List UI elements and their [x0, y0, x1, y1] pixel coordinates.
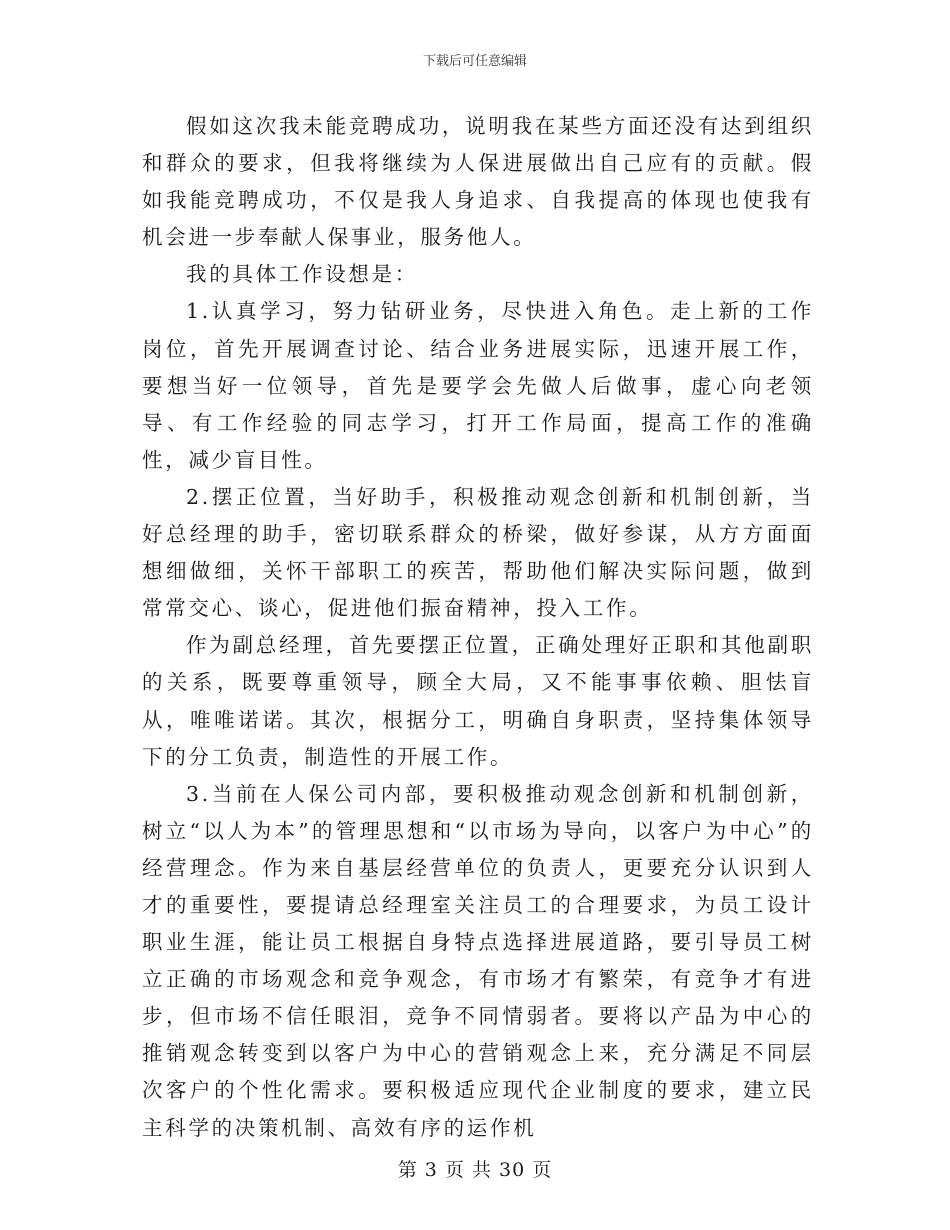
- page-footer: [0, 1155, 950, 1182]
- footer-page-mid: 页: [444, 1159, 465, 1181]
- paragraph-competition-outcome: 假如这次我未能竞聘成功，说明我在某些方面还没有达到组织和群众的要求，但我将继续为人保进展做出自己应有的贡献。假如我能竞聘成功，不仅是我人身追求、自我提高的体现也使我有机会进一步奉献人保事业，服务他人。: [142, 114, 814, 250]
- footer-total-pages: 30: [499, 1159, 526, 1181]
- page-header-note: 下载后可任意编辑: [422, 54, 527, 69]
- footer-current-page: 3: [424, 1159, 438, 1181]
- document-body: [142, 108, 814, 1147]
- paragraph-item-1-study: 1.认真学习，努力钻研业务，尽快进入角色。走上新的工作岗位，首先开展调查讨论、结合业务进展实际，迅速开展工作，要想当好一位领导，首先是要学会先做人后做事，虚心向老领导、有工作经验的同志学习，打开工作局面，提高工作的准确性，减少盲目性。: [142, 299, 814, 472]
- footer-total-prefix: 共: [471, 1159, 492, 1181]
- footer-page-prefix: 第: [397, 1159, 418, 1181]
- footer-page-suffix: 页: [532, 1159, 553, 1181]
- paragraph-work-plan-intro: 我的具体工作设想是：: [186, 262, 418, 287]
- paragraph-item-3-innovation: 3.当前在人保公司内部，要积极推动观念创新和机制创新，树立“以人为本”的管理思想和“以市场为导向，以客户为中心”的经营理念。作为来自基层经营单位的负责人，更要充分认识到人才的重要性，要提请总经理室关注员工的合理要求，为员工设计职业生涯，能让员工根据自身特点选择进展道路，要引导员工树立正确的市场观念和竞争观念，有市场才有繁荣，有竞争才有进步，但市场不信任眼泪，竞争不同情弱者。要将以产品为中心的推销观念转变到以客户为中心的营销观念上来，充分满足不同层次客户的个性化需求。要积极适应现代企业制度的要求，建立民主科学的决策机制、高效有序的运作机: [142, 781, 814, 1140]
- paragraph-item-2-position: 2.摆正位置，当好助手，积极推动观念创新和机制创新，当好总经理的助手，密切联系群众的桥梁，做好参谋，从方方面面想细做细，关怀干部职工的疾苦，帮助他们解决实际问题，做到常常交心、谈心，促进他们振奋精神，投入工作。: [142, 484, 814, 621]
- paragraph-deputy-manager-role: 作为副总经理，首先要摆正位置，正确处理好正职和其他副职的关系，既要尊重领导，顾全大局，又不能事事依赖、胆怯盲从，唯唯诺诺。其次，根据分工，明确自身职责，坚持集体领导下的分工负责，制造性的开展工作。: [142, 633, 814, 769]
